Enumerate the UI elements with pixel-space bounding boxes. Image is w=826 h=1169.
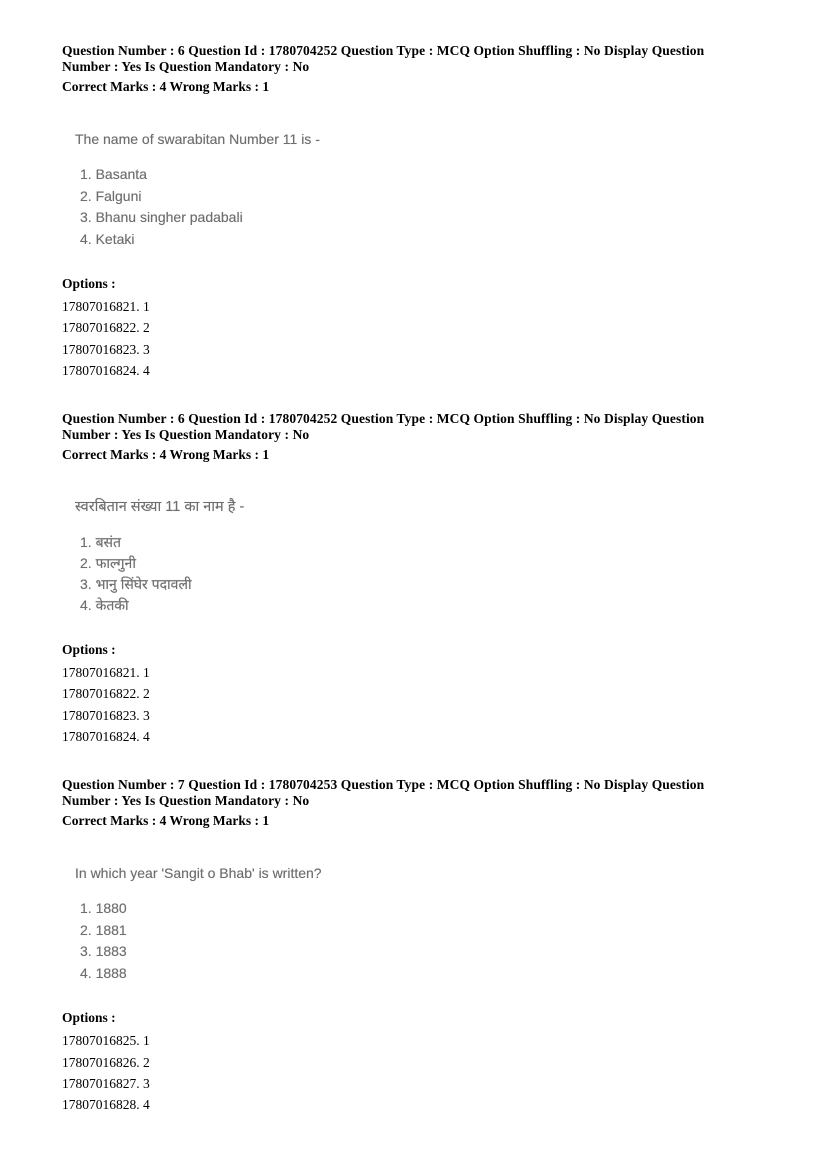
choice-list [75,898,766,984]
question-block-7 [62,777,766,1115]
question-text: स्वरबितान संख्या 11 का नाम है - [75,499,245,516]
choice-item-1: 1. 1880 [80,900,127,917]
meta-line-1: Question Number : 6 Question Id : 1780704252 Question Type : MCQ Option Shuffling : No Display Question [62,411,705,427]
options-label: Options : [62,1010,116,1026]
choice-item-3: 3. 1883 [80,943,127,960]
question-text: In which year 'Sangit o Bhab' is written? [75,865,322,882]
question-block-6-hindi [62,411,766,747]
choice-list [75,164,766,250]
marks-line: Correct Marks : 4 Wrong Marks : 1 [62,79,270,94]
marks-line: Correct Marks : 4 Wrong Marks : 1 [62,447,270,463]
question-meta [62,411,766,443]
choice-item-4: 4. Ketaki [80,230,135,247]
option-id-line-3: 17807016827. 3 [62,1075,150,1091]
option-id-list [62,296,766,381]
meta-line-2: Number : Yes Is Question Mandatory : No [62,793,310,809]
options-label: Options : [62,276,116,291]
question-meta [62,43,766,75]
choice-item-2: 2. 1881 [80,921,127,938]
option-id-line-3: 17807016823. 3 [62,707,150,723]
choice-list [75,532,766,616]
choice-item-2: 2. Falguni [80,187,142,204]
question-image [75,863,766,984]
option-id-line-4: 17807016828. 4 [62,1097,150,1113]
options-label: Options : [62,642,116,658]
meta-line-2: Number : Yes Is Question Mandatory : No [62,427,310,443]
choice-item-3: 3. Bhanu singher padabali [80,209,243,225]
option-id-line-4: 17807016824. 4 [62,362,150,378]
question-meta [62,777,766,809]
option-id-line-2: 17807016826. 2 [62,1054,150,1070]
option-id-line-3: 17807016823. 3 [62,341,150,357]
choice-item-4: 4. 1888 [80,964,127,981]
question-image [75,497,766,616]
choice-item-4: 4. केतकी [80,597,129,614]
choice-item-3: 3. भानु सिंघेर पदावली [80,576,192,593]
option-id-line-4: 17807016824. 4 [62,729,150,745]
option-id-line-1: 17807016821. 1 [62,665,150,681]
option-id-list [62,662,766,747]
question-image [75,129,766,250]
marks-line: Correct Marks : 4 Wrong Marks : 1 [62,813,270,829]
question-text: The name of swarabitan Number 11 is - [75,131,320,147]
meta-line-1: Question Number : 7 Question Id : 1780704253 Question Type : MCQ Option Shuffling : No Display Question [62,777,705,793]
choice-item-1: 1. बसंत [80,534,122,551]
option-id-line-1: 17807016821. 1 [62,299,150,314]
choice-item-2: 2. फाल्गुनी [80,555,136,572]
choice-item-1: 1. Basanta [80,166,147,182]
question-block-6-english [62,43,766,381]
meta-line-1: Question Number : 6 Question Id : 1780704252 Question Type : MCQ Option Shuffling : No Display Question [62,43,705,58]
option-id-list [62,1030,766,1115]
option-id-line-2: 17807016822. 2 [62,320,150,336]
option-id-line-2: 17807016822. 2 [62,686,150,702]
option-id-line-1: 17807016825. 1 [62,1033,150,1049]
meta-line-2: Number : Yes Is Question Mandatory : No [62,59,310,74]
